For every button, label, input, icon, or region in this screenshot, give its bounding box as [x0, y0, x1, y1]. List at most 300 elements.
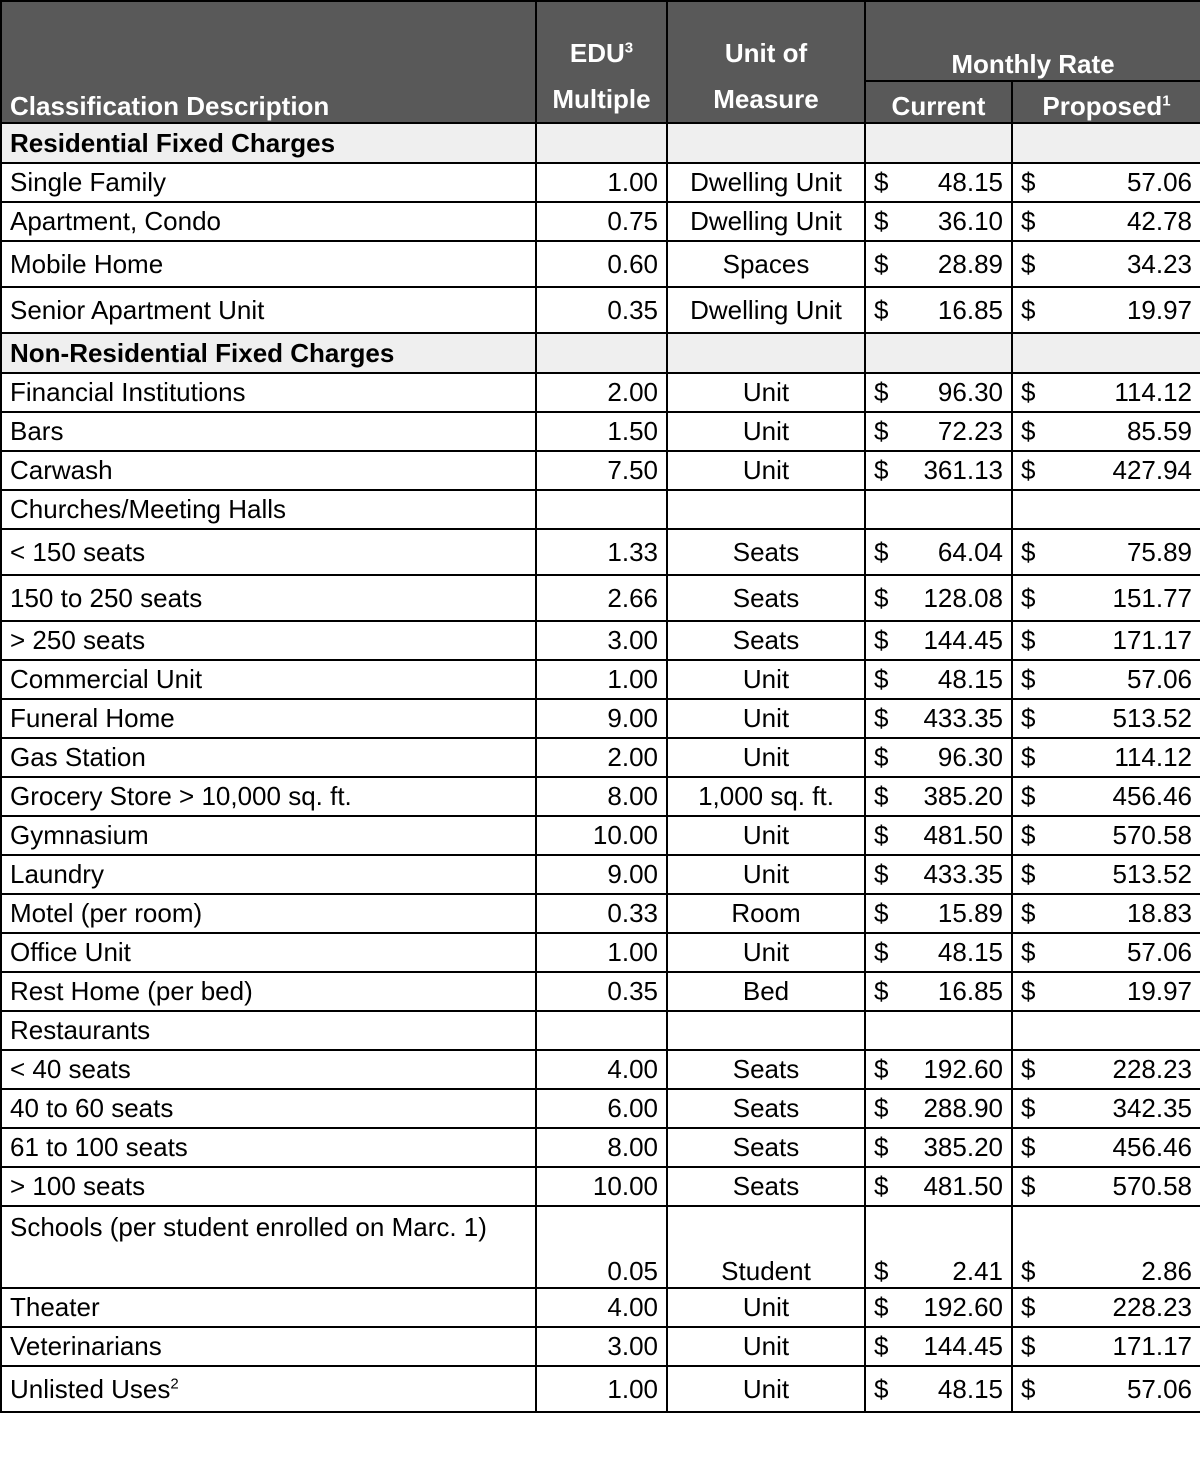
classification-text: > 100 seats [10, 1171, 146, 1201]
unit-of-measure-cell: Dwelling Unit [667, 202, 865, 241]
edu-footnote-marker: 3 [624, 39, 634, 57]
table-row [1, 451, 1200, 490]
proposed-rate-cell [1012, 1128, 1200, 1167]
dollar-sign: $ [1021, 294, 1036, 325]
classification-text: 61 to 100 seats [10, 1132, 188, 1162]
dollar-sign: $ [874, 536, 889, 567]
dollar-sign: $ [874, 1054, 889, 1084]
section-empty-cell [865, 333, 1012, 373]
proposed-rate-cell [1012, 855, 1200, 894]
table-row [1, 1089, 1200, 1128]
dollar-sign: $ [1021, 742, 1036, 772]
unit-of-measure-cell: Unit [667, 738, 865, 777]
proposed-rate-cell [1012, 777, 1200, 816]
current-rate-cell [865, 529, 1012, 575]
table-row [1, 412, 1200, 451]
edu-multiple-cell: 4.00 [536, 1050, 667, 1089]
classification-cell [1, 412, 536, 451]
classification-cell [1, 933, 536, 972]
dollar-sign: $ [1021, 377, 1036, 407]
classification-cell [1, 529, 536, 575]
current-rate-cell [865, 1327, 1012, 1366]
classification-cell [1, 451, 536, 490]
current-rate-amount: 385.20 [923, 781, 1003, 811]
unit-of-measure-cell: Seats [667, 1128, 865, 1167]
dollar-sign: $ [874, 455, 889, 485]
classification-cell [1, 660, 536, 699]
table-row [1, 287, 1200, 333]
current-rate-amount: 288.90 [923, 1093, 1003, 1123]
proposed-rate-cell [1012, 738, 1200, 777]
table-body [1, 123, 1200, 1412]
current-rate-cell [865, 933, 1012, 972]
current-rate-amount: 48.15 [937, 167, 1003, 197]
edu-multiple-cell: 2.00 [536, 373, 667, 412]
section-empty-cell [1012, 333, 1200, 373]
dollar-sign: $ [1021, 937, 1036, 967]
dollar-sign: $ [874, 859, 889, 889]
table-row [1, 699, 1200, 738]
current-rate-cell [865, 660, 1012, 699]
edu-multiple-cell: 0.05 [536, 1206, 667, 1288]
proposed-rate-amount: 171.17 [1112, 1331, 1193, 1361]
edu-multiple-cell: 1.00 [536, 1366, 667, 1412]
current-rate-amount: 2.41 [952, 1256, 1003, 1286]
proposed-rate-amount: 18.83 [1126, 898, 1193, 928]
proposed-rate-amount: 456.46 [1112, 1132, 1193, 1162]
classification-cell [1, 816, 536, 855]
section-title: Residential Fixed Charges [1, 123, 536, 163]
edu-multiple-cell: 1.00 [536, 933, 667, 972]
proposed-rate-cell [1012, 1327, 1200, 1366]
unit-of-measure-cell: Seats [667, 575, 865, 621]
classification-cell [1, 1128, 536, 1167]
classification-cell [1, 972, 536, 1011]
classification-cell [1, 373, 536, 412]
proposed-label: Proposed [1042, 91, 1163, 121]
current-rate-cell [865, 777, 1012, 816]
unit-of-measure-cell: 1,000 sq. ft. [667, 777, 865, 816]
edu-multiple-cell: 6.00 [536, 1089, 667, 1128]
classification-cell [1, 699, 536, 738]
classification-cell [1, 1011, 536, 1050]
current-rate-amount: 48.15 [937, 937, 1003, 967]
proposed-rate-cell [1012, 373, 1200, 412]
proposed-rate-cell [1012, 894, 1200, 933]
classification-cell [1, 1288, 536, 1327]
classification-text: > 250 seats [10, 625, 146, 655]
table-row [1, 1011, 1200, 1050]
edu-multiple-cell: 0.35 [536, 287, 667, 333]
table-row [1, 738, 1200, 777]
proposed-rate-amount: 114.12 [1114, 377, 1193, 407]
current-rate-cell [865, 1011, 1012, 1050]
unit-of-measure-cell: Unit [667, 412, 865, 451]
classification-text: Senior Apartment Unit [10, 294, 265, 325]
edu-multiple-cell: 3.00 [536, 1327, 667, 1366]
proposed-rate-cell [1012, 241, 1200, 287]
proposed-rate-amount: 513.52 [1112, 859, 1193, 889]
proposed-rate-cell [1012, 1288, 1200, 1327]
current-rate-amount: 96.30 [937, 377, 1003, 407]
current-rate-cell [865, 855, 1012, 894]
classification-cell [1, 1206, 536, 1288]
table-row [1, 972, 1200, 1011]
current-rate-cell [865, 1366, 1012, 1412]
classification-header: Classification Description [1, 1, 536, 123]
edu-multiple-cell: 10.00 [536, 816, 667, 855]
unit-of-measure-cell: Seats [667, 621, 865, 660]
current-rate-cell [865, 451, 1012, 490]
classification-cell [1, 490, 536, 529]
current-rate-amount: 385.20 [923, 1132, 1003, 1162]
classification-text: Funeral Home [10, 703, 175, 733]
dollar-sign: $ [874, 625, 889, 655]
classification-text: < 40 seats [10, 1054, 131, 1084]
dollar-sign: $ [1021, 664, 1036, 694]
current-rate-amount: 433.35 [923, 703, 1003, 733]
unit-of-measure-cell: Dwelling Unit [667, 163, 865, 202]
unit-of-measure-cell: Unit [667, 1366, 865, 1412]
footnote-marker: 2 [170, 1374, 179, 1392]
classification-cell [1, 621, 536, 660]
classification-text: Office Unit [10, 937, 131, 967]
current-rate-amount: 16.85 [937, 294, 1003, 325]
unit-of-measure-cell: Unit [667, 816, 865, 855]
current-rate-cell [865, 738, 1012, 777]
classification-cell [1, 1167, 536, 1206]
edu-multiple-cell: 3.00 [536, 621, 667, 660]
current-rate-amount: 15.89 [937, 898, 1003, 928]
proposed-rate-amount: 2.86 [1141, 1256, 1193, 1286]
edu-multiple-cell: 9.00 [536, 699, 667, 738]
classification-cell [1, 1089, 536, 1128]
table-row [1, 163, 1200, 202]
current-rate-amount: 36.10 [937, 206, 1003, 236]
unit-of-measure-cell: Seats [667, 1167, 865, 1206]
table-row [1, 575, 1200, 621]
dollar-sign: $ [1021, 1373, 1036, 1404]
dollar-sign: $ [874, 248, 889, 279]
proposed-rate-cell [1012, 1167, 1200, 1206]
proposed-rate-cell [1012, 451, 1200, 490]
classification-text: Single Family [10, 167, 167, 197]
table-row [1, 855, 1200, 894]
proposed-rate-amount: 513.52 [1112, 703, 1193, 733]
unit-of-measure-cell: Spaces [667, 241, 865, 287]
dollar-sign: $ [874, 1373, 889, 1404]
section-header-row [1, 123, 1200, 163]
unit-of-measure-cell: Unit [667, 855, 865, 894]
current-rate-amount: 16.85 [937, 976, 1003, 1006]
monthly-rate-header: Monthly Rate [865, 1, 1200, 81]
current-rate-cell [865, 1089, 1012, 1128]
table-row [1, 529, 1200, 575]
section-empty-cell [1012, 123, 1200, 163]
proposed-rate-cell [1012, 699, 1200, 738]
edu-multiple-cell: 10.00 [536, 1167, 667, 1206]
dollar-sign: $ [1021, 455, 1036, 485]
edu-multiple-cell: 7.50 [536, 451, 667, 490]
classification-text: Financial Institutions [10, 377, 246, 407]
classification-cell [1, 575, 536, 621]
edu-label-line2: Multiple [552, 84, 651, 114]
classification-text: Restaurants [10, 1015, 151, 1045]
proposed-rate-amount: 42.78 [1126, 206, 1193, 236]
current-rate-cell [865, 972, 1012, 1011]
proposed-rate-cell [1012, 972, 1200, 1011]
dollar-sign: $ [1021, 1054, 1036, 1084]
table-row [1, 816, 1200, 855]
edu-multiple-cell: 0.75 [536, 202, 667, 241]
proposed-rate-cell [1012, 1011, 1200, 1050]
classification-text: Rest Home (per bed) [10, 976, 253, 1006]
proposed-rate-amount: 19.97 [1126, 294, 1193, 325]
dollar-sign: $ [874, 976, 889, 1006]
current-rate-amount: 433.35 [923, 859, 1003, 889]
current-rate-amount: 72.23 [937, 416, 1003, 446]
dollar-sign: $ [874, 294, 889, 325]
current-rate-cell [865, 163, 1012, 202]
current-rate-amount: 96.30 [937, 742, 1003, 772]
proposed-rate-amount: 34.23 [1126, 248, 1193, 279]
proposed-rate-cell [1012, 1050, 1200, 1089]
table-row [1, 1327, 1200, 1366]
current-rate-amount: 144.45 [923, 1331, 1003, 1361]
proposed-rate-cell [1012, 412, 1200, 451]
proposed-rate-cell [1012, 660, 1200, 699]
edu-multiple-cell: 4.00 [536, 1288, 667, 1327]
classification-cell [1, 163, 536, 202]
section-empty-cell [536, 333, 667, 373]
current-rate-amount: 28.89 [937, 248, 1003, 279]
classification-cell [1, 1050, 536, 1089]
dollar-sign: $ [1021, 1093, 1036, 1123]
dollar-sign: $ [874, 898, 889, 928]
proposed-rate-amount: 228.23 [1112, 1292, 1193, 1322]
edu-multiple-cell: 0.35 [536, 972, 667, 1011]
table-row [1, 373, 1200, 412]
unit-of-measure-cell: Unit [667, 1288, 865, 1327]
table-row [1, 660, 1200, 699]
classification-text: Laundry [10, 859, 104, 889]
current-rate-amount: 481.50 [923, 1171, 1003, 1201]
current-rate-cell [865, 241, 1012, 287]
current-rate-cell [865, 1288, 1012, 1327]
current-rate-cell [865, 373, 1012, 412]
edu-multiple-cell: 9.00 [536, 855, 667, 894]
current-rate-amount: 48.15 [937, 664, 1003, 694]
table-row [1, 1128, 1200, 1167]
classification-text: < 150 seats [10, 536, 146, 567]
current-rate-cell [865, 575, 1012, 621]
unit-label-line2: Measure [713, 84, 819, 114]
table-row [1, 241, 1200, 287]
proposed-rate-cell [1012, 490, 1200, 529]
proposed-rate-amount: 456.46 [1112, 781, 1193, 811]
proposed-rate-amount: 570.58 [1112, 820, 1193, 850]
proposed-rate-cell [1012, 202, 1200, 241]
current-rate-cell [865, 1050, 1012, 1089]
dollar-sign: $ [874, 1292, 889, 1322]
current-rate-amount: 144.45 [923, 625, 1003, 655]
classification-text: Gas Station [10, 742, 146, 772]
current-rate-cell [865, 1128, 1012, 1167]
proposed-rate-cell [1012, 163, 1200, 202]
classification-cell [1, 287, 536, 333]
classification-text: Veterinarians [10, 1331, 162, 1361]
proposed-rate-cell [1012, 1206, 1200, 1288]
table-row [1, 1050, 1200, 1089]
unit-of-measure-cell: Unit [667, 660, 865, 699]
current-rate-amount: 64.04 [937, 536, 1003, 567]
classification-text: Gymnasium [10, 820, 149, 850]
proposed-rate-cell [1012, 529, 1200, 575]
unit-of-measure-cell [667, 1011, 865, 1050]
dollar-sign: $ [874, 1093, 889, 1123]
edu-multiple-cell: 2.00 [536, 738, 667, 777]
current-rate-amount: 192.60 [923, 1054, 1003, 1084]
unit-of-measure-header [667, 1, 865, 123]
dollar-sign: $ [1021, 703, 1036, 733]
classification-text: Commercial Unit [10, 664, 203, 694]
proposed-rate-amount: 57.06 [1126, 664, 1193, 694]
section-empty-cell [536, 123, 667, 163]
current-rate-cell [865, 412, 1012, 451]
unit-of-measure-cell: Unit [667, 373, 865, 412]
proposed-footnote-marker: 1 [1162, 92, 1171, 110]
unit-of-measure-cell [667, 490, 865, 529]
current-rate-cell [865, 1206, 1012, 1288]
current-rate-cell [865, 202, 1012, 241]
dollar-sign: $ [1021, 781, 1036, 811]
edu-multiple-cell: 1.00 [536, 163, 667, 202]
dollar-sign: $ [874, 1256, 889, 1286]
current-rate-cell [865, 287, 1012, 333]
dollar-sign: $ [1021, 1256, 1036, 1286]
classification-text: Motel (per room) [10, 898, 203, 928]
unit-of-measure-cell: Unit [667, 933, 865, 972]
classification-text: 150 to 250 seats [10, 582, 203, 613]
edu-multiple-cell [536, 490, 667, 529]
dollar-sign: $ [874, 377, 889, 407]
proposed-rate-amount: 19.97 [1126, 976, 1193, 1006]
edu-multiple-header [536, 1, 667, 123]
current-rate-cell [865, 621, 1012, 660]
proposed-rate-amount: 171.17 [1112, 625, 1193, 655]
dollar-sign: $ [874, 167, 889, 197]
current-rate-amount: 481.50 [923, 820, 1003, 850]
proposed-rate-amount: 228.23 [1112, 1054, 1193, 1084]
dollar-sign: $ [874, 703, 889, 733]
unit-of-measure-cell: Seats [667, 1050, 865, 1089]
current-rate-cell [865, 699, 1012, 738]
proposed-rate-amount: 114.12 [1114, 742, 1193, 772]
dollar-sign: $ [874, 1171, 889, 1201]
proposed-rate-amount: 57.06 [1126, 937, 1193, 967]
dollar-sign: $ [1021, 820, 1036, 850]
unit-of-measure-cell: Unit [667, 451, 865, 490]
edu-multiple-cell: 0.60 [536, 241, 667, 287]
table-row [1, 202, 1200, 241]
classification-text: Apartment, Condo [10, 206, 222, 236]
table-row [1, 1206, 1200, 1288]
edu-multiple-cell: 1.33 [536, 529, 667, 575]
dollar-sign: $ [1021, 859, 1036, 889]
edu-multiple-cell [536, 1011, 667, 1050]
dollar-sign: $ [874, 206, 889, 236]
current-rate-cell [865, 1167, 1012, 1206]
edu-multiple-cell: 8.00 [536, 1128, 667, 1167]
proposed-rate-amount: 342.35 [1112, 1093, 1193, 1123]
proposed-rate-cell [1012, 1089, 1200, 1128]
classification-text: Mobile Home [10, 248, 164, 279]
classification-cell [1, 202, 536, 241]
unit-of-measure-cell: Seats [667, 529, 865, 575]
unit-label: Unit of [724, 38, 808, 68]
unit-of-measure-cell: Unit [667, 1327, 865, 1366]
edu-multiple-cell: 8.00 [536, 777, 667, 816]
classification-text: Unlisted Uses [10, 1373, 171, 1404]
dollar-sign: $ [874, 664, 889, 694]
section-empty-cell [667, 333, 865, 373]
dollar-sign: $ [1021, 1132, 1036, 1162]
proposed-rate-amount: 57.06 [1126, 1373, 1193, 1404]
section-empty-cell [667, 123, 865, 163]
current-rate-amount: 48.15 [937, 1373, 1003, 1404]
edu-multiple-cell: 1.50 [536, 412, 667, 451]
dollar-sign: $ [1021, 1331, 1036, 1361]
dollar-sign: $ [1021, 206, 1036, 236]
edu-multiple-cell: 1.00 [536, 660, 667, 699]
proposed-rate-cell [1012, 1366, 1200, 1412]
proposed-rate-amount: 57.06 [1126, 167, 1193, 197]
dollar-sign: $ [874, 1132, 889, 1162]
proposed-rate-header [1012, 81, 1200, 123]
current-rate-amount: 128.08 [923, 582, 1003, 613]
current-rate-cell [865, 490, 1012, 529]
dollar-sign: $ [1021, 976, 1036, 1006]
dollar-sign: $ [1021, 625, 1036, 655]
current-rate-amount: 361.13 [923, 455, 1003, 485]
proposed-rate-amount: 75.89 [1126, 536, 1193, 567]
section-header-row [1, 333, 1200, 373]
classification-text: Grocery Store > 10,000 sq. ft. [10, 781, 352, 811]
current-rate-header: Current [865, 81, 1012, 123]
classification-cell [1, 1327, 536, 1366]
dollar-sign: $ [874, 937, 889, 967]
dollar-sign: $ [874, 416, 889, 446]
proposed-rate-amount: 85.59 [1126, 416, 1193, 446]
dollar-sign: $ [1021, 536, 1036, 567]
table-row [1, 1167, 1200, 1206]
dollar-sign: $ [874, 582, 889, 613]
section-title: Non-Residential Fixed Charges [1, 333, 536, 373]
table-row [1, 490, 1200, 529]
proposed-rate-amount: 151.77 [1112, 582, 1193, 613]
classification-cell [1, 777, 536, 816]
proposed-rate-cell [1012, 575, 1200, 621]
table-row [1, 894, 1200, 933]
classification-text: Carwash [10, 455, 113, 485]
table-row [1, 1288, 1200, 1327]
classification-cell [1, 241, 536, 287]
dollar-sign: $ [1021, 167, 1036, 197]
classification-text: Churches/Meeting Halls [10, 494, 287, 524]
dollar-sign: $ [1021, 582, 1036, 613]
proposed-rate-cell [1012, 933, 1200, 972]
table-row [1, 621, 1200, 660]
